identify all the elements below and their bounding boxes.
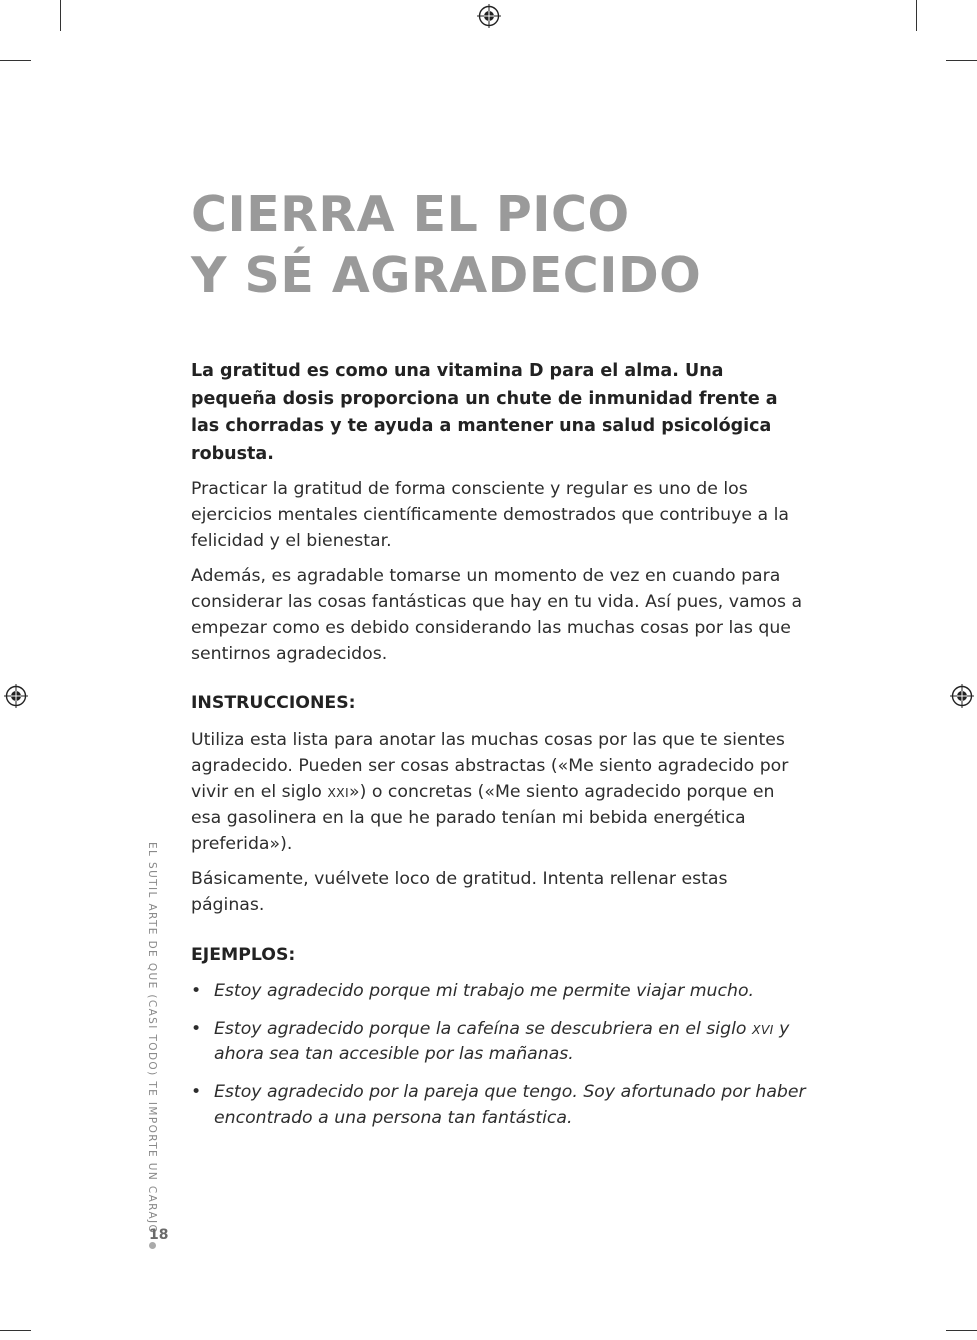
crop-mark-top-left-horizontal [0, 60, 31, 61]
instructions-paragraph-2: Básicamente, vuélvete loco de gratitud. Intenta rellenar estas páginas. [191, 869, 728, 916]
example-item [191, 1017, 806, 1069]
chapter-title-line-1: CIERRA EL PICO [191, 186, 630, 243]
registration-mark-left-icon [4, 684, 28, 708]
examples-heading: EJEMPLOS: [191, 944, 296, 965]
crop-mark-top-right-vertical [916, 0, 917, 31]
crop-mark-bottom-right-horizontal [946, 1330, 977, 1331]
page-number: 18 [149, 1227, 169, 1243]
instructions-paragraph-1 [191, 728, 806, 857]
chapter-title-line-2: Y SÉ AGRADECIDO [191, 247, 702, 304]
registration-mark-right-icon [950, 684, 974, 708]
instructions-text-start: Utiliza esta lista para anotar las muchas cosas por las que te sientes agradecido. Pueden ser cosas abstractas («Me siento agradecido por vivir en el siglo [191, 730, 789, 802]
bullet-icon: • [191, 1082, 202, 1103]
century-xvi: XVI [751, 1021, 774, 1037]
instructions-text-end: ») o concretas («Me siento agradecido porque en esa gasolinera en la que he parado tenían mi bebida energética preferida»). [191, 781, 775, 854]
crop-mark-top-right-horizontal [946, 60, 977, 61]
example-item [191, 1080, 806, 1132]
example-text: Estoy agradecido por la pareja que tengo. Soy afortunado por haber encontrado a una persona tan fantástica. [214, 1082, 806, 1128]
instructions-heading: INSTRUCCIONES: [191, 692, 356, 713]
crop-mark-top-left-vertical [60, 0, 61, 31]
body-paragraph-2: Además, es agradable tomarse un momento de vez en cuando para considerar las cosas fantásticas que hay en tu vida. Así pues, vamos a empezar como es debido considerando las muchas cosas por las que sentirnos agradecidos. [191, 566, 803, 664]
bullet-icon: • [191, 980, 202, 1001]
example-item [191, 979, 806, 1005]
example-text-start: Estoy agradecido porque la cafeína se descubriera en el siglo [214, 1018, 752, 1039]
crop-mark-bottom-left-horizontal [0, 1330, 31, 1331]
running-head-text: EL SUTIL ARTE DE QUE (CASI TODO) TE IMPORTE UN CARAJO [146, 842, 158, 1235]
running-head [146, 842, 158, 1249]
examples-list [191, 979, 806, 1132]
registration-mark-top-icon [477, 4, 501, 28]
example-text-end: y ahora sea tan accesible por las mañanas. [214, 1018, 790, 1065]
century-xxi: XXI [327, 784, 350, 800]
chapter-title [191, 184, 701, 306]
bullet-icon: • [191, 1018, 202, 1039]
example-text: Estoy agradecido porque mi trabajo me permite viajar mucho. [214, 980, 755, 1001]
body-paragraph-1: Practicar la gratitud de forma consciente y regular es uno de los ejercicios mentales científicamente demostrados que contribuye a la felicidad y el bienestar. [191, 479, 789, 551]
lead-paragraph: La gratitud es como una vitamina D para el alma. Una pequeña dosis proporciona un chute de inmunidad frente a las chorradas y te ayuda a mantener una salud psicológica robusta. [191, 361, 778, 464]
page-body [191, 358, 806, 1144]
